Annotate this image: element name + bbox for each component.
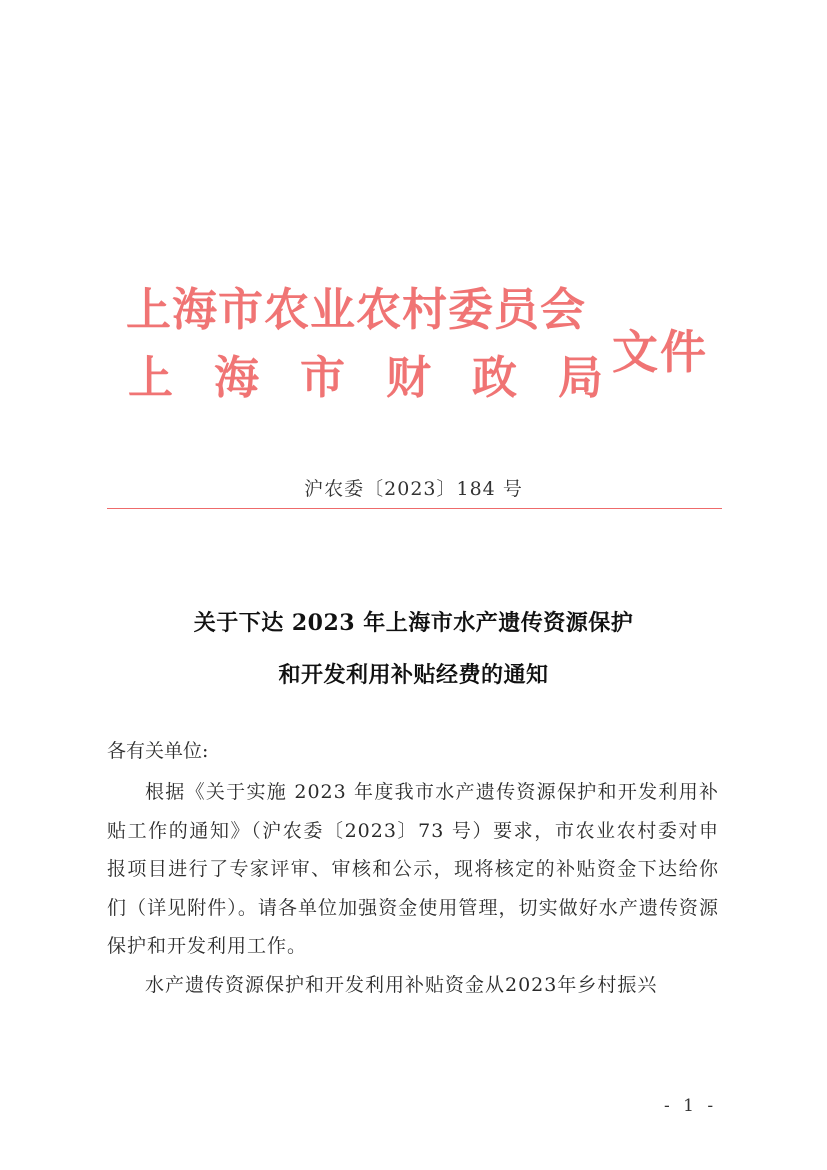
red-divider: [107, 508, 722, 509]
body-paragraph: 根据《关于实施 2023 年度我市水产遗传资源保护和开发利用补贴工作的通知》（沪农委〔2023〕73 号）要求，市农业农村委对申报项目进行了专家评审、审核和公示，现将核定的补贴资金下达给你们（详见附件）。请各单位加强资金使用管理，切实做好水产遗传资源保护和开发利用工作。: [107, 781, 719, 957]
issuer-char: 市: [299, 351, 345, 404]
issuer-char: 政: [471, 351, 517, 404]
issuer-finance-bureau: [126, 350, 605, 406]
document-body: [107, 773, 719, 1004]
document-number: 沪农委〔2023〕184 号: [304, 478, 523, 500]
page-number: - 1 -: [664, 1096, 718, 1116]
document-title-line-2: 和开发利用补贴经费的通知: [278, 662, 549, 688]
doc-type-label: 文件: [612, 325, 708, 379]
issuer-agriculture-committee: 上海市农业农村委员会: [126, 283, 587, 336]
issuer-char: 上: [127, 351, 173, 404]
salutation: 各有关单位:: [107, 740, 209, 762]
issuer-char: 局: [557, 351, 603, 404]
document-header: [126, 278, 726, 418]
issuer-char: 海: [213, 351, 259, 404]
body-paragraph: 水产遗传资源保护和开发利用补贴资金从2023年乡村振兴: [145, 973, 658, 996]
issuer-char: 财: [385, 351, 431, 404]
document-title-line-1: 关于下达 2023 年上海市水产遗传资源保护: [193, 610, 634, 636]
